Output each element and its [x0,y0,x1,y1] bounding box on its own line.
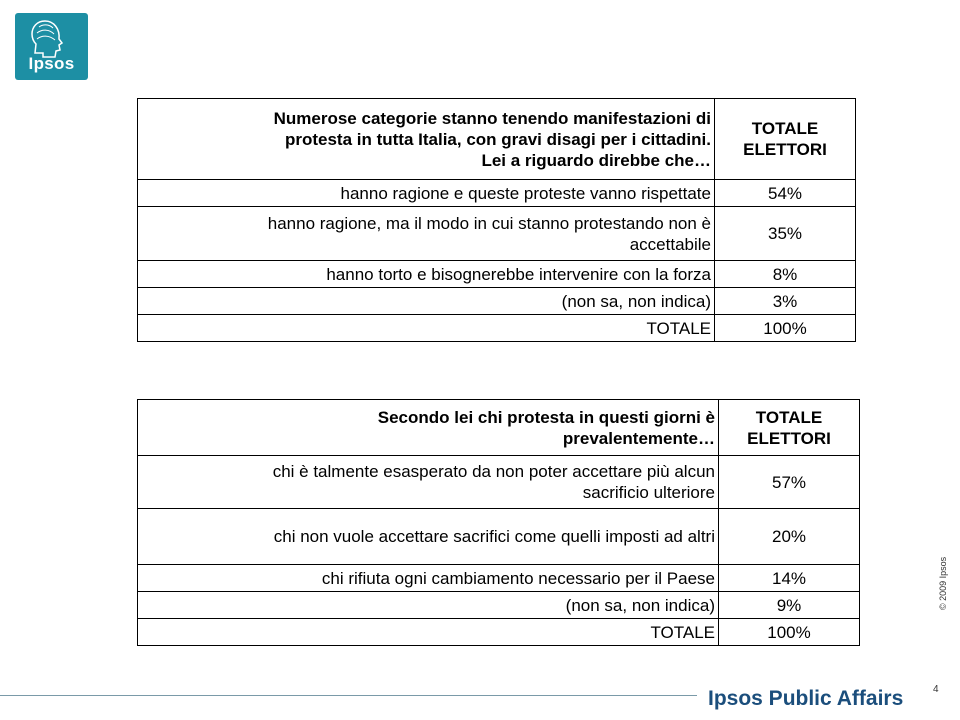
label-line: TOTALE [650,622,715,642]
label-line: hanno ragione, ma il modo in cui stanno protestando non è [267,213,711,233]
answer-label [138,619,719,646]
column-header [715,99,856,180]
table-header-row [138,400,860,456]
label-line: hanno torto e bisognerebbe intervenire con la forza [326,264,711,284]
table-row [138,509,860,565]
footer-divider [0,695,697,696]
answer-label [138,592,719,619]
answer-value: 14% [719,565,860,592]
column-header [719,400,860,456]
table-row [138,592,860,619]
table-row [138,261,856,288]
table-row [138,456,860,509]
label-line: chi non vuole accettare sacrifici come quelli imposti ad altri [273,527,715,546]
table-header-row [138,99,856,180]
table-row [138,207,856,261]
answer-label [138,565,719,592]
survey-table-1 [137,98,856,342]
table-row [138,315,856,342]
label-line: chi rifiuta ogni cambiamento necessario per il Paese [321,568,715,588]
label-line: chi è talmente esasperato da non poter accettare più alcun [272,462,715,481]
table-row [138,565,860,592]
question-line: Numerose categorie stanno tenendo manifestazioni di [273,108,711,128]
table-row [138,288,856,315]
header-line: ELETTORI [743,140,827,159]
label-line: accettabile [629,234,711,254]
question-cell [138,99,715,180]
label-line: TOTALE [646,318,711,338]
logo-text: Ipsos [28,54,75,73]
answer-value: 100% [719,619,860,646]
answer-value: 20% [719,509,860,565]
answer-value: 3% [715,288,856,315]
answer-label [138,261,715,288]
answer-value: 100% [715,315,856,342]
answer-value: 54% [715,180,856,207]
label-line: sacrificio ulteriore [582,483,715,502]
answer-label [138,509,719,565]
ipsos-logo [15,13,88,80]
answer-value: 9% [719,592,860,619]
answer-value: 57% [719,456,860,509]
answer-label [138,288,715,315]
copyright-notice: © 2009 Ipsos [938,556,948,610]
answer-value: 35% [715,207,856,261]
table-row [138,619,860,646]
answer-label [138,180,715,207]
question-cell [138,400,719,456]
label-line: hanno ragione e queste proteste vanno rispettate [340,183,711,203]
answer-label [138,315,715,342]
label-line: (non sa, non indica) [565,595,715,615]
table-row [138,180,856,207]
answer-label [138,456,719,509]
answer-value: 8% [715,261,856,288]
label-line: (non sa, non indica) [561,291,711,311]
question-line: prevalentemente… [562,428,715,448]
survey-table-2 [137,399,860,646]
header-line: TOTALE [751,119,819,138]
header-line: ELETTORI [747,428,831,448]
question-line: Lei a riguardo direbbe che… [481,150,711,170]
question-line: protesta in tutta Italia, con gravi disagi per i cittadini. [284,129,711,149]
header-line: TOTALE [755,407,823,427]
page-number: 4 [933,684,939,695]
brand-wordmark: Ipsos Public Affairs [708,687,904,710]
question-line: Secondo lei chi protesta in questi giorni è [377,407,715,427]
answer-label [138,207,715,261]
